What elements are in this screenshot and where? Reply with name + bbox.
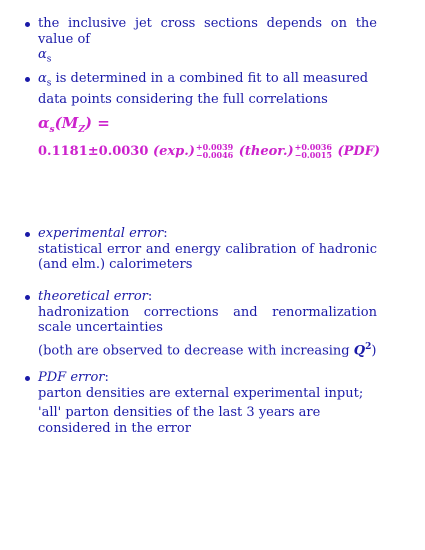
bullet-text [38,71,377,108]
colon: : [163,226,168,241]
theoretical-error-title: theoretical error [38,289,148,304]
bullet-text [38,16,377,68]
experimental-error-text: statistical error and energy calibration of hadronic (and elm.) calorimeters [38,241,377,272]
pdf-label: (PDF) [337,143,381,159]
exp-up: +0.0039 [195,142,234,153]
colon: : [104,370,109,385]
bullet-text [38,226,377,273]
exp-uncertainty [196,143,233,159]
bullet-icon [25,295,30,300]
bullet-icon [25,77,30,82]
alpha-subscript: s [46,78,52,89]
bullet-text [38,370,377,436]
alpha-subscript: s [49,124,55,135]
note-text: (both are observed to decrease with increasing [38,342,354,358]
alpha-symbol: α [38,71,47,86]
theor-up: +0.0036 [294,142,332,153]
alpha-symbol: α [38,113,50,132]
equals-sign: ) = [84,113,110,132]
theor-uncertainty [295,143,332,159]
pdf-error-text1: parton densities are external experimental input; [38,385,364,401]
mz-argument: (M [54,113,79,132]
bullet-icon [25,22,30,27]
formula-result [38,141,381,163]
theoretical-error-text: hadronization corrections and renormalization scale uncertainties [38,304,377,335]
q-exponent: 2 [365,341,372,352]
pdf-error-text2: 'all' parton densities of the last 3 years are considered in the error [38,405,321,436]
z-subscript: Z [78,124,85,135]
bullet-item-combined-fit [25,71,381,163]
q-symbol: Q [353,342,366,358]
note-close: ) [371,342,377,358]
alpha-symbol: α [38,47,47,62]
pdf-error-title: PDF error [38,370,105,385]
experimental-error-title: experimental error [38,226,164,241]
bullet-icon [25,376,30,381]
theor-label: (theor.) [238,143,294,159]
alpha-subscript: s [46,54,52,65]
bullet1-line: the inclusive jet cross sections depends on the value of [38,16,377,47]
bullet-item-jet-cross-sections [25,16,377,68]
exp-down: −0.0046 [195,150,234,161]
bullet-icon [25,232,30,237]
theor-down: −0.0015 [294,150,332,161]
bullet-item-theoretical-error [25,289,377,358]
exp-label: (exp.) [152,143,195,159]
combined-fit-text: is determined in a combined fit to all measured data points considering the full correlations [38,71,369,108]
bullet-item-experimental-error [25,226,377,273]
bullet-item-pdf-error [25,370,377,436]
bullet-text [38,289,377,358]
central-value: 0.1181±0.0030 [38,143,149,159]
colon: : [147,289,153,304]
formula-lhs [38,112,377,141]
